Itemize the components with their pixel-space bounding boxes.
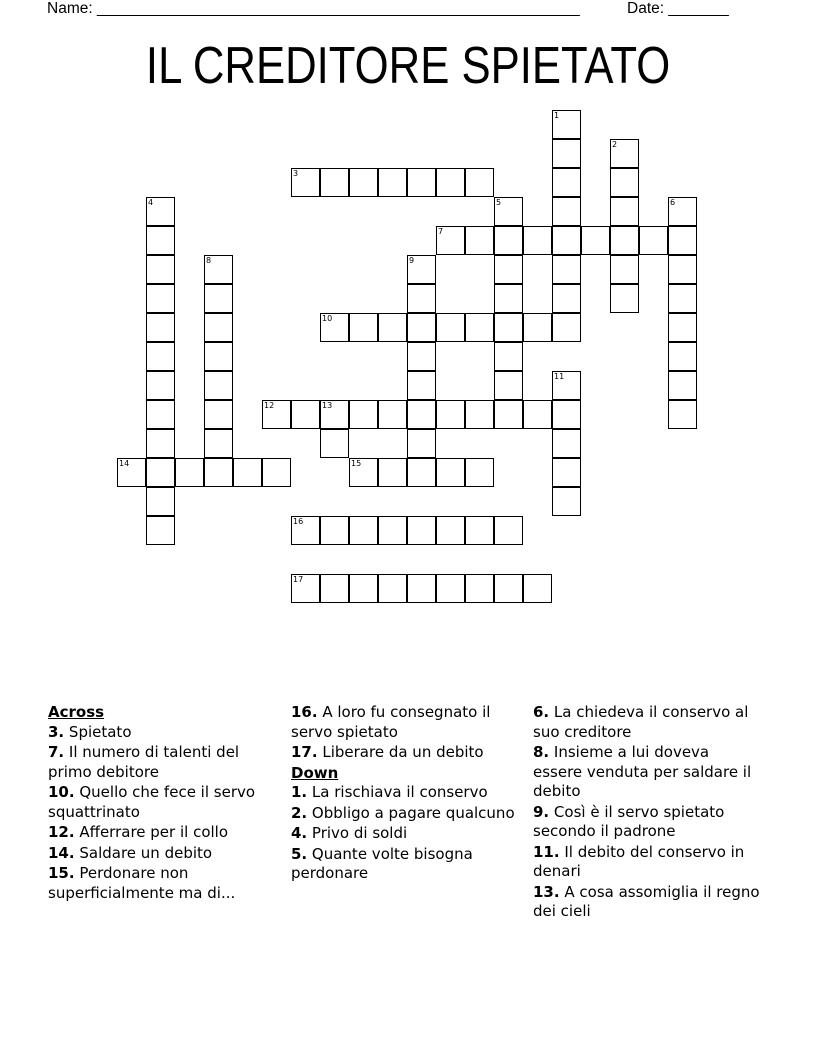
grid-cell[interactable] [668,371,697,400]
grid-cell[interactable] [407,400,436,429]
clue-number: 17. [291,743,318,761]
across-heading: Across [48,703,105,721]
grid-cell[interactable] [494,400,523,429]
grid-cell[interactable] [465,574,494,603]
grid-cell[interactable] [552,139,581,168]
grid-cell[interactable] [465,168,494,197]
grid-cell[interactable] [146,255,175,284]
grid-cell[interactable] [552,429,581,458]
grid-cell[interactable] [436,516,465,545]
grid-cell[interactable] [465,458,494,487]
grid-cell[interactable] [204,313,233,342]
grid-cell[interactable] [407,458,436,487]
date-field-label: Date: _______ [627,0,729,17]
clue-number: 12. [48,823,75,841]
grid-cell[interactable] [494,284,523,313]
clue-item [533,843,763,882]
grid-cell[interactable] [436,458,465,487]
grid-cell[interactable] [320,168,349,197]
grid-cell[interactable] [146,197,175,226]
grid-cell[interactable] [465,516,494,545]
grid-cell[interactable] [378,313,407,342]
clue-number: 12 [264,401,275,410]
clue-text: La chiedeva il conservo al suo creditore [533,703,749,741]
grid-cell[interactable] [175,458,204,487]
grid-cell[interactable] [668,226,697,255]
clue-text: Quello che fece il servo squattrinato [48,783,256,821]
grid-cell[interactable] [610,139,639,168]
grid-cell[interactable] [320,429,349,458]
clue-item [291,845,523,884]
grid-cell[interactable] [610,197,639,226]
grid-cell[interactable] [407,516,436,545]
grid-cell[interactable] [204,400,233,429]
clue-item [291,743,523,763]
clue-number: 5. [291,844,308,863]
grid-cell[interactable] [146,400,175,429]
grid-cell[interactable] [494,574,523,603]
grid-cell[interactable] [668,313,697,342]
grid-cell[interactable] [407,574,436,603]
clue-item [48,844,283,864]
grid-cell[interactable] [494,197,523,226]
grid-cell[interactable] [320,516,349,545]
grid-cell[interactable] [320,313,349,342]
grid-cell[interactable] [668,284,697,313]
clue-text: A loro fu consegnato il servo spietato [291,703,491,741]
grid-cell[interactable] [552,284,581,313]
grid-cell[interactable] [494,226,523,255]
grid-cell[interactable] [204,371,233,400]
grid-cell[interactable] [668,400,697,429]
grid-cell[interactable] [494,516,523,545]
grid-cell[interactable] [407,255,436,284]
grid-cell[interactable] [552,487,581,516]
page-title: IL CREDITORE SPIETATO [145,37,671,95]
clue-number: 10. [48,783,75,801]
clue-number: 11. [533,842,560,861]
grid-cell[interactable] [320,574,349,603]
grid-cell[interactable] [552,197,581,226]
clue-number: 4. [291,824,308,842]
grid-cell[interactable] [320,400,349,429]
clue-number: 7. [48,743,65,761]
grid-cell[interactable] [146,487,175,516]
grid-cell[interactable] [552,313,581,342]
clue-text: Privo di soldi [311,824,408,842]
grid-cell[interactable] [610,226,639,255]
grid-cell[interactable] [610,255,639,284]
clue-text: Spietato [68,722,132,741]
clue-text: Saldare un debito [79,843,213,862]
clue-text: Il debito del conservo in denari [533,842,745,880]
clue-number: 2. [291,803,308,822]
clue-number: 1. [291,783,308,801]
grid-cell[interactable] [204,429,233,458]
clue-number: 15. [48,864,75,882]
clue-number: 6 [670,198,676,207]
grid-cell[interactable] [436,313,465,342]
grid-cell[interactable] [407,429,436,458]
clue-item [533,703,763,742]
clue-text: Perdonare non superficialmente ma di... [48,864,236,902]
grid-cell[interactable] [117,458,146,487]
clue-text: Così è il servo spietato secondo il padrone [533,802,725,840]
clues-column-1 [48,703,283,904]
grid-cell[interactable] [146,313,175,342]
clue-number: 3. [48,722,65,741]
grid-cell[interactable] [262,458,291,487]
clue-number: 2 [612,140,618,149]
grid-cell[interactable] [552,400,581,429]
grid-cell[interactable] [146,226,175,255]
grid-cell[interactable] [146,458,175,487]
grid-cell[interactable] [465,400,494,429]
grid-cell[interactable] [668,197,697,226]
grid-cell[interactable] [146,284,175,313]
grid-cell[interactable] [204,342,233,371]
grid-cell[interactable] [465,313,494,342]
grid-cell[interactable] [378,458,407,487]
grid-cell[interactable] [291,516,320,545]
grid-cell[interactable] [378,400,407,429]
grid-cell[interactable] [349,400,378,429]
grid-cell[interactable] [146,371,175,400]
clue-number: 1 [554,111,560,120]
grid-cell[interactable] [552,458,581,487]
clue-item [291,703,523,742]
clue-number: 14. [48,843,75,862]
clue-number: 7 [438,227,444,236]
grid-cell[interactable] [407,371,436,400]
grid-cell[interactable] [523,400,552,429]
clues-column-2 [291,703,523,885]
down-heading: Down [291,763,339,782]
clue-number: 5 [496,198,502,207]
clue-number: 3 [293,169,299,178]
grid-cell[interactable] [204,255,233,284]
grid-cell[interactable] [610,168,639,197]
clues-column-3 [533,703,763,923]
grid-cell[interactable] [494,371,523,400]
grid-cell[interactable] [465,226,494,255]
grid-cell[interactable] [668,342,697,371]
clue-number: 8 [206,256,212,265]
grid-cell[interactable] [407,342,436,371]
clue-number: 15 [351,459,362,468]
clue-text: Il numero di talenti del primo debitore [48,743,240,781]
grid-cell[interactable] [552,110,581,139]
clue-item [291,804,523,824]
grid-cell[interactable] [552,255,581,284]
clue-text: Afferrare per il collo [79,823,229,841]
clue-item [48,864,283,903]
grid-cell[interactable] [233,458,262,487]
grid-cell[interactable] [436,168,465,197]
grid-cell[interactable] [146,342,175,371]
grid-cell[interactable] [204,458,233,487]
grid-cell[interactable] [378,574,407,603]
grid-cell[interactable] [349,313,378,342]
clue-item [48,783,283,822]
grid-cell[interactable] [436,574,465,603]
grid-cell[interactable] [407,284,436,313]
grid-cell[interactable] [581,226,610,255]
grid-cell[interactable] [146,516,175,545]
grid-cell[interactable] [378,168,407,197]
grid-cell[interactable] [523,574,552,603]
clue-item [533,883,763,922]
clue-number: 14 [119,459,130,468]
grid-cell[interactable] [494,313,523,342]
clue-number: 9. [533,802,550,821]
clue-number: 10 [322,314,333,323]
grid-cell[interactable] [262,400,291,429]
clue-item [533,743,763,802]
grid-cell[interactable] [349,574,378,603]
clue-number: 4 [148,198,154,207]
grid-cell[interactable] [552,371,581,400]
clue-item [533,803,763,842]
grid-cell[interactable] [204,284,233,313]
grid-cell[interactable] [552,226,581,255]
grid-cell[interactable] [349,458,378,487]
clue-number: 13 [322,401,333,410]
clue-number: 11 [554,372,565,381]
clue-number: 9 [409,256,415,265]
grid-cell[interactable] [146,429,175,458]
clue-text: Liberare da un debito [322,743,484,761]
clue-text: Quante volte bisogna perdonare [291,844,473,882]
grid-cell[interactable] [291,574,320,603]
clue-item [291,783,523,803]
clue-item [48,823,283,843]
grid-cell[interactable] [291,400,320,429]
clue-number: 16 [293,517,304,526]
clue-text: Obbligo a pagare qualcuno [311,803,515,822]
grid-cell[interactable] [552,168,581,197]
grid-cell[interactable] [494,255,523,284]
grid-cell[interactable] [668,255,697,284]
grid-cell[interactable] [378,516,407,545]
grid-cell[interactable] [436,226,465,255]
grid-cell[interactable] [349,516,378,545]
clue-number: 17 [293,575,304,584]
grid-cell[interactable] [349,168,378,197]
grid-cell[interactable] [291,168,320,197]
clue-text: Insieme a lui doveva essere venduta per saldare il debito [533,743,752,800]
grid-cell[interactable] [407,168,436,197]
clue-number: 8. [533,743,550,761]
clue-item [48,743,283,782]
name-field-label: Name: ________________________________________________________ [47,0,580,17]
clue-text: La rischiava il conservo [311,783,488,801]
clue-item [291,824,523,844]
grid-cell[interactable] [407,313,436,342]
grid-cell[interactable] [523,226,552,255]
clue-number: 13. [533,882,560,901]
clue-item [48,723,283,743]
grid-cell[interactable] [436,400,465,429]
grid-cell[interactable] [610,284,639,313]
grid-cell[interactable] [523,313,552,342]
clue-number: 6. [533,703,550,721]
grid-cell[interactable] [639,226,668,255]
grid-cell[interactable] [494,342,523,371]
clue-text: A cosa assomiglia il regno dei cieli [533,882,760,920]
clue-number: 16. [291,703,318,721]
